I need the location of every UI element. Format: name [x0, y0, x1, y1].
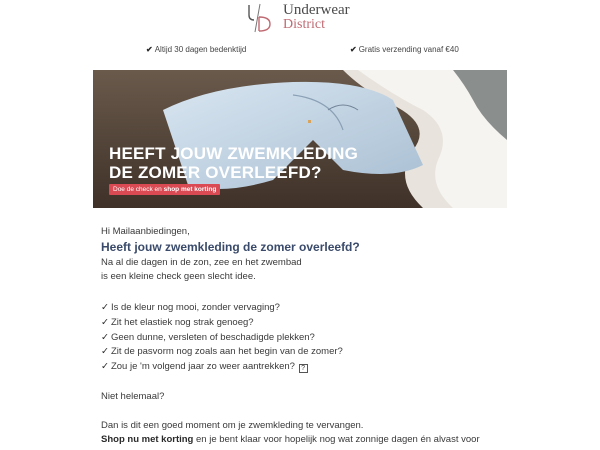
hero-cta-prefix: Doe de check en — [113, 186, 162, 193]
check-icon: ✓ — [101, 317, 109, 328]
greeting: Hi Mailaanbiedingen, — [101, 226, 190, 237]
intro-line-2: is een kleine check geen slecht idee. — [101, 271, 256, 282]
shop-now-link[interactable]: Shop nu met korting — [101, 434, 194, 445]
checklist-item — [101, 360, 521, 373]
replace-moment-text: Dan is dit een goed moment om je zwemkleding te vervangen. — [101, 420, 364, 431]
usp-free-shipping — [350, 45, 459, 55]
check-icon: ✔ — [146, 45, 153, 54]
checklist-text: Zit het elastiek nog strak genoeg? — [110, 317, 254, 328]
checklist-item — [101, 331, 521, 344]
hero-title — [109, 144, 358, 182]
hero-title-line2: DE ZOMER OVERLEEFD? — [109, 163, 322, 182]
email-headline: Heeft jouw zwemkleding de zomer overleefd? — [101, 240, 360, 254]
usp-text: Altijd 30 dagen bedenktijd — [154, 45, 247, 54]
hero-cta-button[interactable] — [109, 184, 220, 195]
checklist-text: Zou je 'm volgend jaar zo weer aantrekken? — [110, 361, 295, 372]
checklist-item — [101, 316, 521, 329]
not-quite-text: Niet helemaal? — [101, 391, 165, 402]
checklist-item — [101, 345, 521, 358]
hero-cta-strong: shop met korting — [163, 186, 217, 193]
check-icon: ✓ — [101, 332, 109, 343]
checklist-text: Geen dunne, versleten of beschadigde plekken? — [110, 332, 315, 343]
question-mark-icon: ? — [299, 364, 308, 373]
checklist-text: Zit de pasvorm nog zoals aan het begin van de zomer? — [110, 346, 343, 357]
brand-name-line2[interactable]: District — [283, 17, 325, 32]
checklist-text: Is de kleur nog mooi, zonder vervaging? — [110, 302, 280, 313]
check-icon: ✓ — [101, 302, 109, 313]
check-icon: ✔ — [350, 45, 357, 54]
cta-rest-text: en je bent klaar voor hopelijk nog wat zonnige dagen én alvast voor — [196, 434, 480, 445]
usp-text: Gratis verzending vanaf €40 — [358, 45, 459, 54]
intro-line-1: Na al die dagen in de zon, zee en het zwembad — [101, 257, 302, 268]
usp-return-period — [146, 45, 246, 55]
hero-banner[interactable] — [93, 70, 507, 208]
email-header — [0, 0, 600, 36]
brand-logo-icon[interactable] — [246, 3, 272, 33]
brand-name-line1[interactable]: Underwear — [283, 2, 350, 18]
hero-title-line1: HEEFT JOUW ZWEMKLEDING — [109, 144, 358, 163]
check-icon: ✓ — [101, 361, 109, 372]
cta-paragraph — [101, 433, 521, 446]
check-icon: ✓ — [101, 346, 109, 357]
checklist-item — [101, 301, 521, 314]
